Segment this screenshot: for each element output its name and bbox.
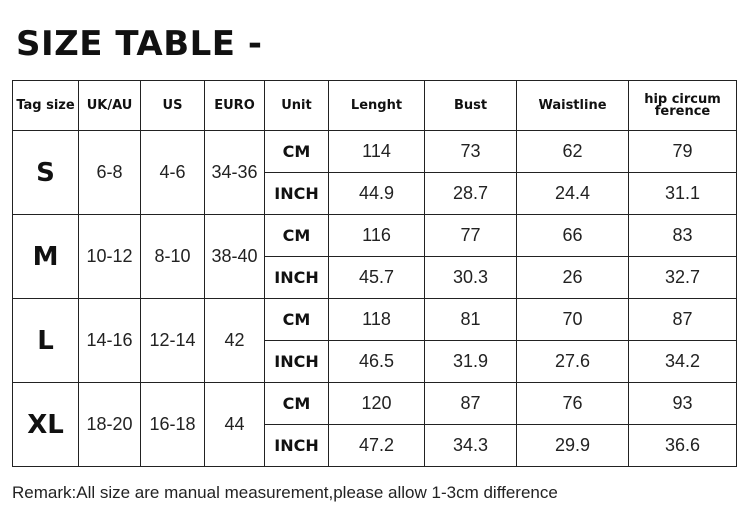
bust-cell: 77 (425, 215, 517, 257)
hip-cell: 34.2 (629, 341, 737, 383)
column-header: US (141, 81, 205, 131)
column-header: Bust (425, 81, 517, 131)
length-cell: 116 (329, 215, 425, 257)
us-cell: 8-10 (141, 215, 205, 299)
page-title: SIZE TABLE - (16, 24, 263, 64)
waistline-cell: 29.9 (517, 425, 629, 467)
hip-cell: 83 (629, 215, 737, 257)
unit-cell: CM (265, 383, 329, 425)
column-header: Tag size (13, 81, 79, 131)
length-cell: 118 (329, 299, 425, 341)
euro-cell: 38-40 (205, 215, 265, 299)
column-header: hip circum ference (629, 81, 737, 131)
euro-cell: 34-36 (205, 131, 265, 215)
size-table (12, 80, 737, 467)
bust-cell: 87 (425, 383, 517, 425)
bust-cell: 73 (425, 131, 517, 173)
length-cell: 44.9 (329, 173, 425, 215)
bust-cell: 81 (425, 299, 517, 341)
euro-cell: 44 (205, 383, 265, 467)
tag-size-cell: S (13, 131, 79, 215)
waistline-cell: 24.4 (517, 173, 629, 215)
uk-au-cell: 18-20 (79, 383, 141, 467)
table-row (13, 299, 737, 341)
hip-cell: 32.7 (629, 257, 737, 299)
bust-cell: 34.3 (425, 425, 517, 467)
waistline-cell: 26 (517, 257, 629, 299)
waistline-cell: 76 (517, 383, 629, 425)
tag-size-cell: M (13, 215, 79, 299)
length-cell: 120 (329, 383, 425, 425)
uk-au-cell: 14-16 (79, 299, 141, 383)
uk-au-cell: 10-12 (79, 215, 141, 299)
hip-cell: 36.6 (629, 425, 737, 467)
length-cell: 114 (329, 131, 425, 173)
bust-cell: 31.9 (425, 341, 517, 383)
waistline-cell: 66 (517, 215, 629, 257)
euro-cell: 42 (205, 299, 265, 383)
table-row (13, 131, 737, 173)
unit-cell: CM (265, 131, 329, 173)
column-header: EURO (205, 81, 265, 131)
length-cell: 47.2 (329, 425, 425, 467)
column-header: Lenght (329, 81, 425, 131)
us-cell: 16-18 (141, 383, 205, 467)
waistline-cell: 70 (517, 299, 629, 341)
table-header-row (13, 81, 737, 131)
length-cell: 45.7 (329, 257, 425, 299)
column-header: Waistline (517, 81, 629, 131)
hip-cell: 93 (629, 383, 737, 425)
unit-cell: INCH (265, 257, 329, 299)
hip-cell: 87 (629, 299, 737, 341)
remark-note: Remark:All size are manual measurement,please allow 1-3cm difference (12, 483, 558, 502)
bust-cell: 30.3 (425, 257, 517, 299)
unit-cell: CM (265, 299, 329, 341)
us-cell: 12-14 (141, 299, 205, 383)
unit-cell: INCH (265, 425, 329, 467)
tag-size-cell: L (13, 299, 79, 383)
uk-au-cell: 6-8 (79, 131, 141, 215)
hip-cell: 31.1 (629, 173, 737, 215)
unit-cell: INCH (265, 173, 329, 215)
column-header: Unit (265, 81, 329, 131)
table-row (13, 215, 737, 257)
waistline-cell: 27.6 (517, 341, 629, 383)
column-header: UK/AU (79, 81, 141, 131)
tag-size-cell: XL (13, 383, 79, 467)
unit-cell: INCH (265, 341, 329, 383)
length-cell: 46.5 (329, 341, 425, 383)
us-cell: 4-6 (141, 131, 205, 215)
table-row (13, 383, 737, 425)
hip-cell: 79 (629, 131, 737, 173)
unit-cell: CM (265, 215, 329, 257)
waistline-cell: 62 (517, 131, 629, 173)
bust-cell: 28.7 (425, 173, 517, 215)
